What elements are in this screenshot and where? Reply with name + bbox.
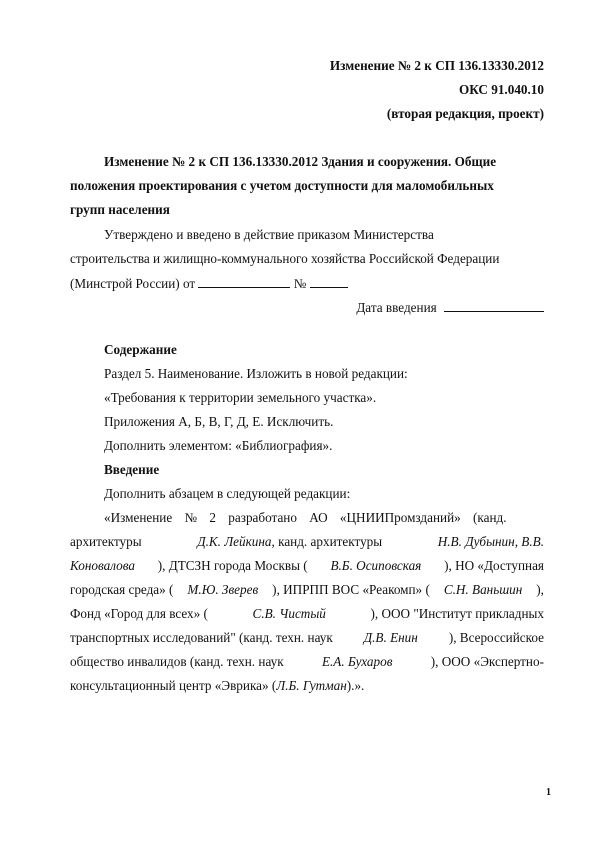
quote-line-5 (70, 606, 544, 622)
author-name: С.В. Чистый (252, 606, 326, 621)
paragraph-2: «Требования к территории земельного участка». (104, 390, 377, 405)
page-number: 1 (546, 787, 551, 798)
quote-line-3 (70, 558, 544, 574)
quote-text-7c: ), ООО «Экспертно- (430, 654, 544, 669)
approval-line-3 (70, 275, 348, 292)
author-name: Л.Б. Гутман (276, 678, 347, 693)
quote-text-3b: ), ДТСЗН города Москвы ( (157, 558, 308, 573)
quote-text-3d: ), НО «Доступная (444, 558, 544, 573)
approval-text-3: (Минстрой России) от (70, 276, 196, 291)
paragraph-4: Дополнить элементом: «Библиография». (104, 438, 333, 453)
paragraph-3: Приложения А, Б, В, Г, Д, Е. Исключить. (104, 414, 334, 429)
effective-date-blank (444, 299, 544, 312)
quote-text-2 (197, 534, 382, 550)
paragraph-5: Дополнить абзацем в следующей редакции: (104, 486, 351, 501)
effective-date-label: Дата введения (356, 300, 437, 315)
quote-text-6c: ), Всероссийское (448, 630, 544, 645)
oks-code: ОКС 91.040.10 (458, 82, 544, 97)
quote-text-8c: ).». (346, 678, 365, 693)
author-name: С.Н. Ваньшин (443, 582, 523, 597)
approval-line-1 (104, 227, 544, 243)
quote-text-5a: Фонд «Город для всех» ( (70, 606, 208, 621)
document-code: Изменение № 2 к СП 136.13330.2012 (329, 58, 544, 73)
quote-line-7 (70, 654, 544, 670)
contents-heading: Содержание (104, 342, 177, 357)
approval-text-2: строительства и жилищно-коммунального хозяйства Российской Федерации (70, 251, 500, 266)
edition-note: (вторая редакция, проект) (386, 106, 544, 121)
quote-text-8a: консультационный центр «Эврика» ( (70, 678, 277, 693)
title-line-1: Изменение № 2 к СП 136.13330.2012 Здания и сооружения. Общие (104, 154, 497, 169)
author-name: Д.К. Лейкина (197, 534, 272, 549)
author-name: Коновалова (70, 558, 135, 573)
quote-text-2c: , канд. архитектуры (271, 534, 383, 549)
order-number-sign: № (293, 276, 307, 291)
order-date-blank (198, 275, 290, 288)
effective-date-row (356, 299, 544, 316)
author-name: В.В. (521, 534, 544, 549)
quote-text-7a: общество инвалидов (канд. техн. наук (70, 654, 284, 669)
title-line-3: групп населения (70, 202, 170, 217)
quote-text-1: «Изменение № 2 разработано АО «ЦНИИПромзданий» (канд. (104, 510, 507, 525)
order-number-blank (310, 275, 348, 288)
author-name: Е.А. Бухаров (321, 654, 393, 669)
paragraph-1: Раздел 5. Наименование. Изложить в новой редакции: (104, 366, 408, 381)
author-name: В.Б. Осиповская (330, 558, 422, 573)
quote-text-6a: транспортных исследований" (канд. техн. наук (70, 630, 333, 645)
approval-line-2 (70, 251, 544, 267)
quote-text-2e: , (514, 534, 522, 549)
quote-text-2a: архитектуры (70, 534, 142, 549)
author-name: Д.В. Енин (363, 630, 418, 645)
quote-text-5c: ), ООО "Институт прикладных (370, 606, 544, 621)
quote-text-4c: ), ИПРПП ВОС «Реакомп» ( (272, 582, 430, 597)
quote-line-8 (70, 678, 364, 694)
quote-line-6 (70, 630, 544, 646)
author-name: Н.В. Дубынин (437, 534, 515, 549)
intro-heading: Введение (104, 462, 160, 477)
title-line-2: положения проектирования с учетом доступности для маломобильных (70, 178, 494, 193)
quote-line-1 (104, 510, 544, 526)
author-name: М.Ю. Зверев (187, 582, 259, 597)
quote-text-4a: городская среда» ( (70, 582, 174, 597)
quote-text-2d-wrap (438, 534, 544, 550)
quote-line-4 (70, 582, 544, 598)
approval-text-1: Утверждено и введено в действие приказом Министерства (104, 227, 434, 242)
quote-line-2 (70, 534, 544, 550)
quote-text-4e: ), (536, 582, 544, 597)
